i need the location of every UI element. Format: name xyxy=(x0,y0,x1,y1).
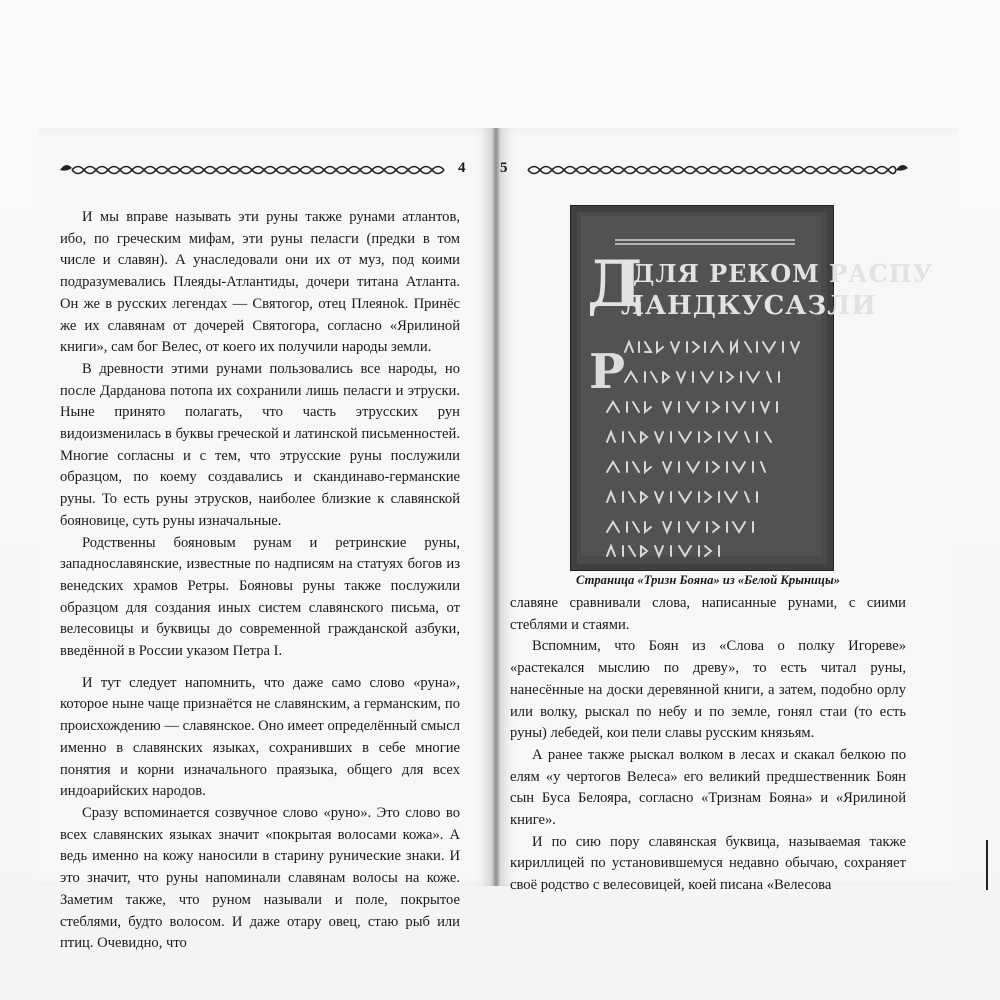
left-paragraph-4: И тут следует напомнить, что даже само слово «руна», которое ныне чаще признаётся не славянским, а германским, по происхождению — славянское. Оно имеет определённый смысл именно в славянских языках, сохранивших в себе многие понятия и корни изначального праязыка, общего для всех индоарийских народов. xyxy=(60,674,460,800)
manuscript-heading-1: ДЛЯ РЕКОМ РАСПУ xyxy=(633,259,933,288)
rune-manuscript-illustration xyxy=(570,205,933,571)
right-paragraph-4: И по сию пору славянская буквица, называемая также кириллицей по установившемуся недавно обычаю, сохраняет своё родство с велесовицей, коей писана «Велесова xyxy=(510,833,906,894)
left-paragraph-2: В древности этими рунами пользовались все народы, но после Дарданова потопа их сохранили лишь пеласги и этруски. Ныне принято полагать, что часть этрусских рун видоизменилась в буквы греческой и латинской письменностей. Многие согласны и с тем, что этрусские руны послужили образцом, по коему создавались и скандинаво-германские руны. То есть руны этрусков, наиболее близкие к славянской бояновице, суть руны изначальные. xyxy=(60,360,460,529)
page-edge-mark xyxy=(986,840,988,890)
manuscript-initial: Д xyxy=(587,247,644,322)
manuscript-initial-2: Р xyxy=(589,344,626,400)
right-paragraph-1: славяне сравнивали слова, написанные рунами, с сиими стеблями и стаями. xyxy=(510,595,906,633)
left-page-number: 4 xyxy=(458,160,466,176)
right-page-text xyxy=(510,593,906,897)
right-paragraph-2: Вспомним, что Боян из «Слова о полку Игореве» «растекался мыслию по древу», то есть читал руны, нанесённые на доски деревянной книги, а затем, подобно орлу или волку, рыскал по небу и по земле, гонял стаи (то есть руны) лебедей, кои пели славы русским князьям. xyxy=(510,638,906,742)
left-paragraph-5: Сразу вспоминается созвучное слово «руно». Это слово во всех славянских языках значит «покрытая волосами кожа». А ведь именно на кожу наносили в старину рунические знаки. И это значит, что руны напоминали славянам волосы на коже. Заметим также, что руном называли и поле, покрытое стеблями, будто волосом. И даже отару овец, стаю рыб или птиц. Очевидно, что xyxy=(60,804,460,952)
right-page-number: 5 xyxy=(500,160,508,176)
left-header-ornament xyxy=(58,160,450,180)
illustration-caption: Страница «Тризн Бояна» из «Белой Крыницы» xyxy=(576,573,840,587)
book-gutter xyxy=(492,128,500,886)
right-paragraph-3: А ранее также рыскал волком в лесах и скакал белкою по елям «у чертогов Велеса» его великий предшественник Боян сын Буса Белояра, согласно «Тризнам Бояна» и «Ярилиной книге». xyxy=(510,746,906,829)
right-header-ornament xyxy=(528,160,910,180)
left-paragraph-1: И мы вправе называть эти руны также рунами атлантов, ибо, по греческим мифам, эти руны пеласги (предки в том числе и славян). А унаследовали они их от муз, под коими подразумевались Плеяды-Атлантиды, дочери титана Атланта. Он же в русских легендах — Святогор, отец Плеяноk. Принёс же их славянам от дочерей Святогора, согласно «Ярилиной книги», сам бог Велес, от коего их получили народы земли. xyxy=(60,209,460,356)
manuscript-heading-2: ЛАНДКУСАЗЛИ xyxy=(621,291,877,321)
left-paragraph-3: Родственны бояновым рунам и ретринские руны, западнославянские, известные по надписям на статуях богов из венедских храмов Ретры. Бояновы руны также послужили образцом для создания иных систем славянского письма, от велесовицы и буквицы до современной гражданской азбуки, введённой в России указом Петра I. xyxy=(60,534,460,660)
left-page-text xyxy=(60,207,460,955)
